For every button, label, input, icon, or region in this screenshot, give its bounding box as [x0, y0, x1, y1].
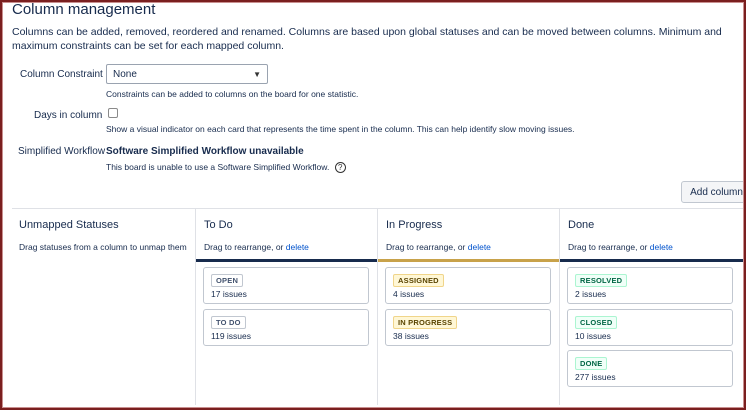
column-done[interactable] [559, 209, 746, 405]
delete-link[interactable]: delete [285, 242, 309, 252]
column-to-do[interactable] [195, 209, 377, 405]
issue-count: 119 issues [211, 331, 252, 341]
status-lozenge: ASSIGNED [393, 274, 444, 287]
column-board [12, 208, 746, 404]
status-card-done[interactable] [567, 350, 733, 387]
status-lozenge: CLOSED [575, 316, 617, 329]
column-constraint-label: Column Constraint [20, 69, 103, 80]
column-constraint-select[interactable] [106, 64, 268, 84]
unmapped-title: Unmapped Statuses [19, 219, 119, 231]
column-title[interactable]: To Do [204, 219, 233, 231]
status-card-open[interactable] [203, 267, 369, 304]
status-card-resolved[interactable] [567, 267, 733, 304]
status-lozenge: OPEN [211, 274, 243, 287]
drag-text: Drag to rearrange, or [568, 242, 648, 252]
delete-link[interactable]: delete [467, 242, 491, 252]
column-help [568, 242, 673, 252]
column-status-line [560, 259, 746, 262]
issue-count: 2 issues [575, 289, 607, 299]
unmapped-help: Drag statuses from a column to unmap them [19, 242, 187, 252]
status-lozenge: TO DO [211, 316, 246, 329]
status-lozenge: IN PROGRESS [393, 316, 457, 329]
page-title: Column management [12, 1, 156, 18]
drag-text: Drag to rearrange, or [386, 242, 466, 252]
drag-text: Drag to rearrange, or [204, 242, 284, 252]
issue-count: 10 issues [575, 331, 611, 341]
column-status-line [196, 259, 377, 262]
simplified-workflow-status: Software Simplified Workflow unavailable [106, 146, 304, 157]
status-lozenge: RESOLVED [575, 274, 627, 287]
column-constraint-help: Constraints can be added to columns on the board for one statistic. [106, 89, 359, 99]
add-column-button[interactable]: Add column [681, 181, 746, 203]
days-in-column-checkbox[interactable] [108, 108, 118, 118]
column-title[interactable]: Done [568, 219, 595, 231]
issue-count: 277 issues [575, 372, 616, 382]
delete-link[interactable]: delete [649, 242, 673, 252]
chevron-down-icon: ▼ [253, 69, 261, 79]
help-icon[interactable]: ? [335, 162, 346, 173]
status-card-assigned[interactable] [385, 267, 551, 304]
column-status-line [378, 259, 559, 262]
simplified-workflow-label: Simplified Workflow [18, 146, 106, 157]
days-in-column-label: Days in column [34, 110, 103, 121]
simplified-workflow-help-row [106, 162, 346, 173]
page-description: Columns can be added, removed, reordered and renamed. Columns are based upon global statuses and can be moved between columns. Minimum and maximum constraints can be set for each mapped column. [12, 26, 722, 52]
issue-count: 4 issues [393, 289, 425, 299]
column-help [386, 242, 491, 252]
unmapped-statuses-column [12, 209, 194, 405]
days-in-column-help: Show a visual indicator on each card that represents the time spent in the column. This can help identify slow moving issues. [106, 124, 575, 134]
column-constraint-value: None [113, 68, 137, 80]
issue-count: 17 issues [211, 289, 247, 299]
simplified-workflow-help: This board is unable to use a Software Simplified Workflow. [106, 162, 330, 172]
column-title[interactable]: In Progress [386, 219, 443, 231]
issue-count: 38 issues [393, 331, 429, 341]
column-in-progress[interactable] [377, 209, 559, 405]
status-card-closed[interactable] [567, 309, 733, 346]
column-help [204, 242, 309, 252]
status-card-in-progress[interactable] [385, 309, 551, 346]
status-lozenge: DONE [575, 357, 607, 370]
status-card-to-do[interactable] [203, 309, 369, 346]
